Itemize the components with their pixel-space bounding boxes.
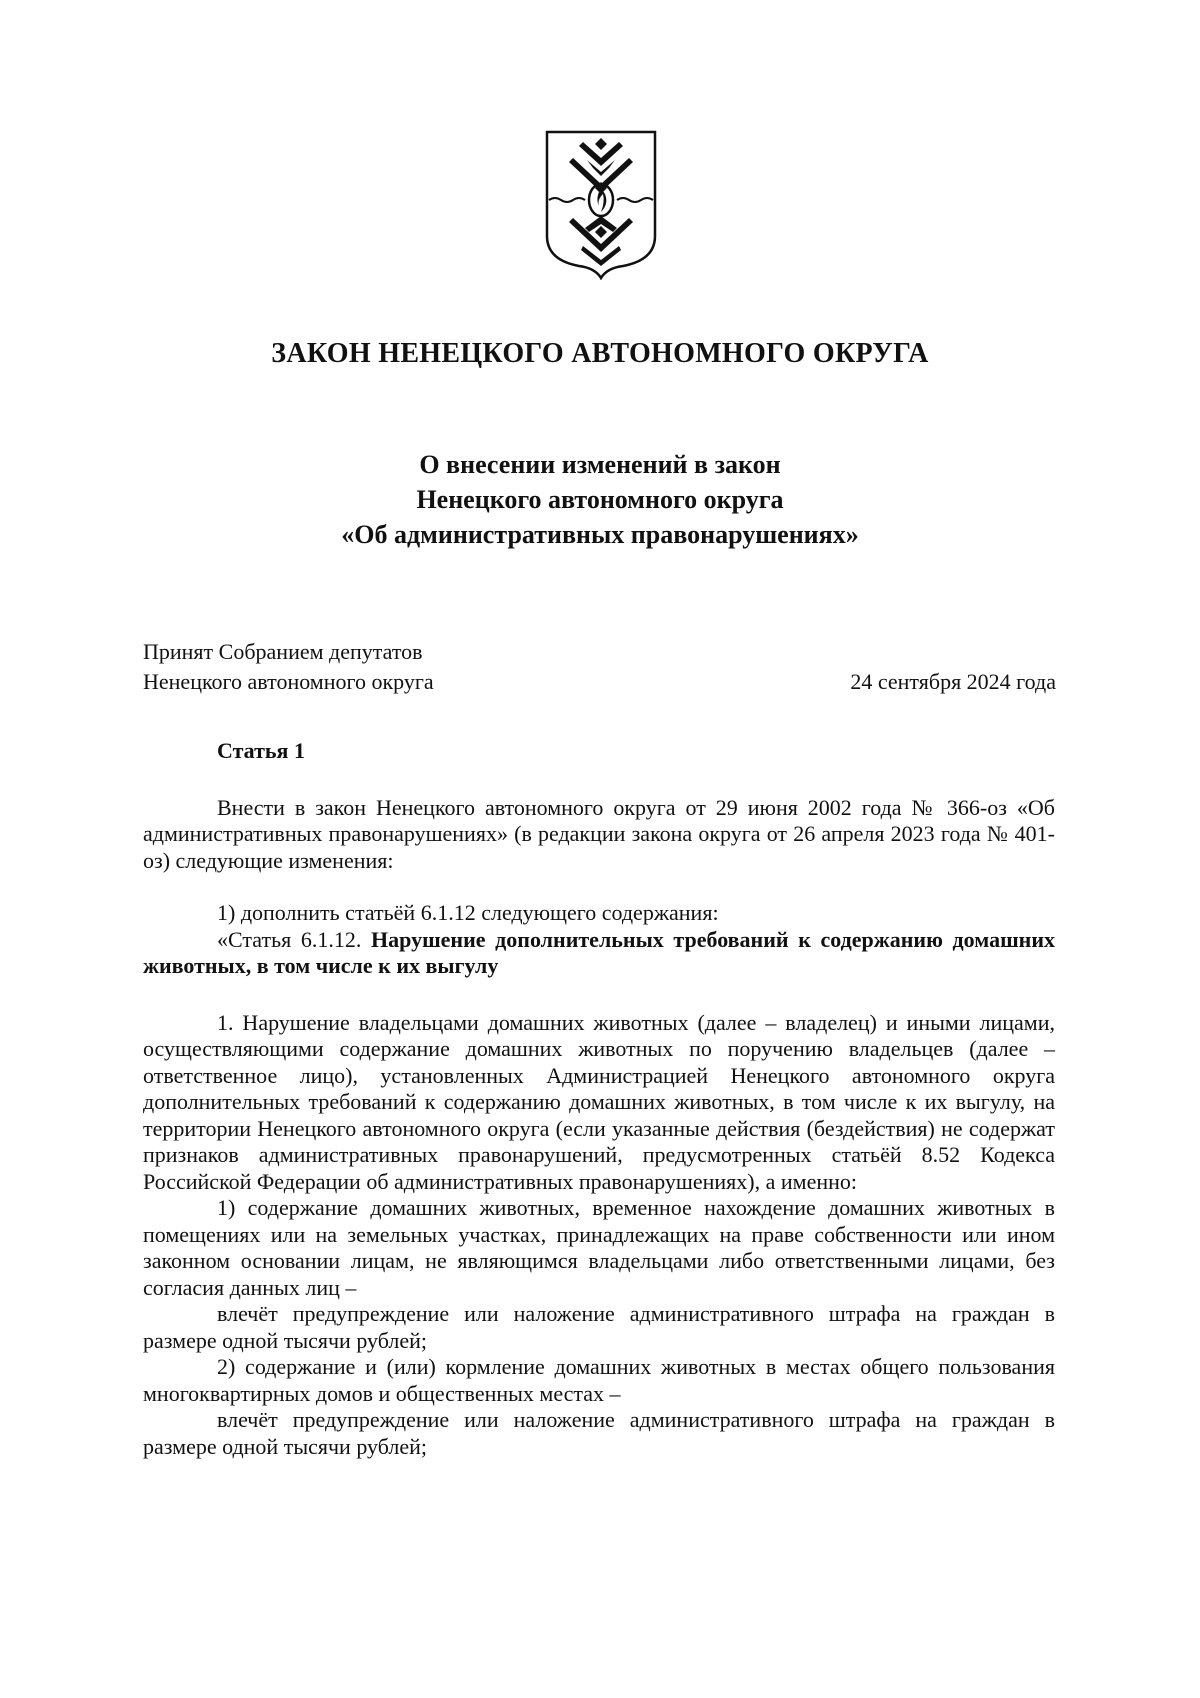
new-article-heading <box>143 927 1055 980</box>
law-subtitle <box>0 447 1200 552</box>
penalty-text: влечёт предупреждение или наложение административного штрафа на граждан в размере одной тысячи рублей; <box>143 1301 1055 1353</box>
new-article-title: Нарушение дополнительных требований к содержанию домашних животных, в том числе к их выгулу <box>143 926 1055 978</box>
article-heading: Статья 1 <box>217 738 305 763</box>
coat-of-arms-emblem <box>543 128 659 280</box>
penalty-text: влечёт предупреждение или наложение административного штрафа на граждан в размере одной тысячи рублей; <box>143 1407 1055 1459</box>
sub-item: 1) содержание домашних животных, временное нахождение домашних животных в помещениях или на земельных участках, принадлежащих на праве собственности или ином законном основании лицам, не являющимся владельцами либо ответственными лицами, без согласия данных лиц – <box>143 1195 1055 1300</box>
adoption-info <box>143 637 434 697</box>
article-intro: Внести в закон Ненецкого автономного округа от 29 июня 2002 года № 366-оз «Об административных правонарушениях» (в редакции закона округа от 26 апреля 2023 года № 401-оз) следующие изменения: <box>143 794 1055 873</box>
law-title: ЗАКОН НЕНЕЦКОГО АВТОНОМНОГО ОКРУГА <box>271 338 929 369</box>
sub-item: 2) содержание и (или) кормление домашних животных в местах общего пользования многоквартирных домов и общественных местах – <box>143 1354 1055 1406</box>
subtitle-line: Ненецкого автономного округа <box>416 485 784 514</box>
article-part: 1. Нарушение владельцами домашних животных (далее – владелец) и иными лицами, осуществляющими содержание домашних животных по поручению владельцев (далее – ответственное лицо), установленных Администрацией Ненецкого автономного округа дополнительных требований к содержанию домашних животных, в том числе к их выгулу, на территории Ненецкого автономного округа (если указанные действия (бездействия) не содержат признаков административных правонарушений, предусмотренных статьёй 8.52 Кодекса Российской Федерации об административных правонарушениях), а именно: <box>143 1009 1055 1194</box>
article-body <box>143 738 1055 1460</box>
new-article-prefix: «Статья 6.1.12. <box>217 926 372 952</box>
amendment-item: 1) дополнить статьёй 6.1.12 следующего содержания: <box>217 900 719 925</box>
subtitle-line: О внесении изменений в закон <box>419 450 781 479</box>
adoption-line: Ненецкого автономного округа <box>143 669 434 694</box>
adoption-date: 24 сентября 2024 года <box>850 669 1056 694</box>
adoption-line: Принят Собранием депутатов <box>143 639 423 664</box>
subtitle-line: «Об административных правонарушениях» <box>341 520 859 549</box>
